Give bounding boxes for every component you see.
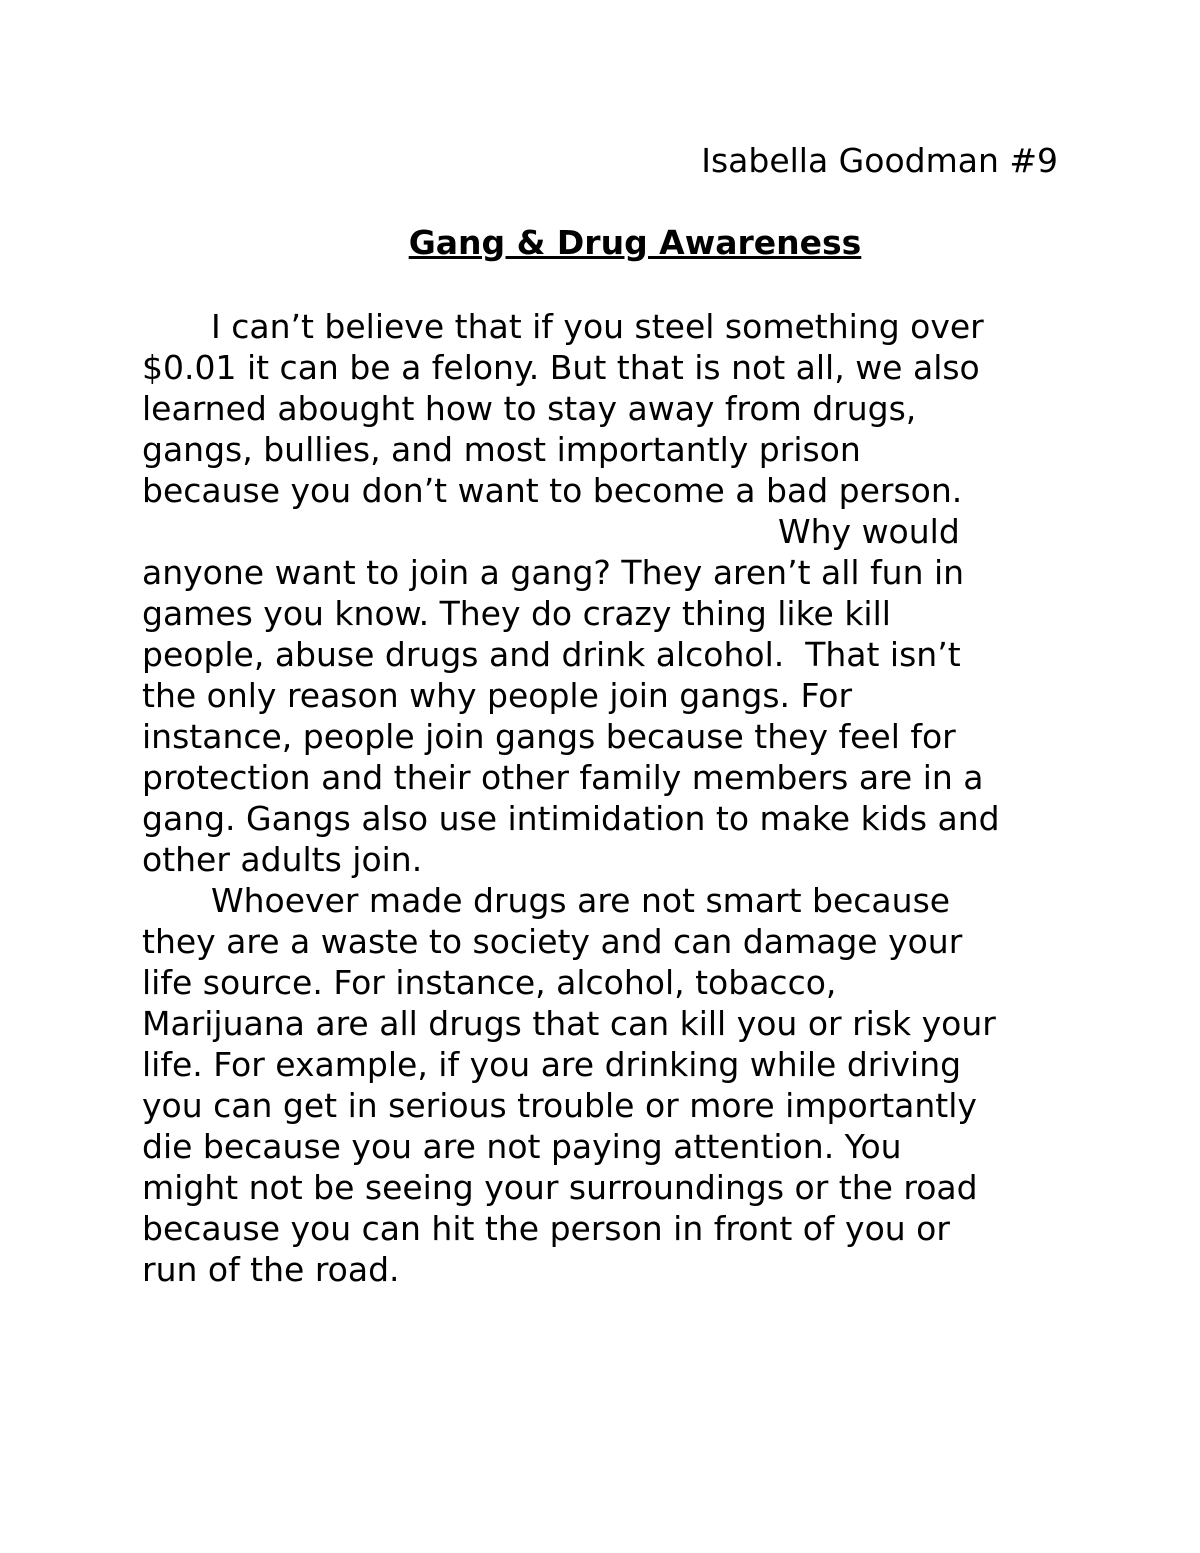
paragraph-line: might not be seeing your surroundings or the road <box>142 1168 978 1207</box>
paragraph-line: gangs, bullies, and most importantly prison <box>142 430 861 469</box>
paragraph-line: run of the road. <box>142 1250 400 1289</box>
paragraph-line: instance, people join gangs because they feel for <box>142 717 956 756</box>
paragraph-line: die because you are not paying attention. You <box>142 1127 902 1166</box>
paragraph-line: learned abought how to stay away from drugs, <box>142 389 917 428</box>
document-title: Gang & Drug Awareness <box>408 223 862 262</box>
paragraph-line: Marijuana are all drugs that can kill you or risk your <box>142 1004 996 1043</box>
paragraph-line: Why would <box>778 512 960 551</box>
paragraph-line: people, abuse drugs and drink alcohol. That isn’t <box>142 635 961 674</box>
paragraph-line: other adults join. <box>142 840 423 879</box>
paragraph-line: because you don’t want to become a bad person. <box>142 471 963 510</box>
paragraph-line: life source. For instance, alcohol, tobacco, <box>142 963 837 1002</box>
paragraph-line: you can get in serious trouble or more importantly <box>142 1086 977 1125</box>
paragraph-line: the only reason why people join gangs. For <box>142 676 853 715</box>
essay-body <box>142 306 1082 1290</box>
author-name: Isabella Goodman #9 <box>701 141 1058 180</box>
paragraph-line: protection and their other family members are in a <box>142 758 984 797</box>
paragraph-line: Whoever made drugs are not smart because <box>211 881 951 920</box>
paragraph-line: $0.01 it can be a felony. But that is not all, we also <box>142 348 980 387</box>
paragraph-line: games you know. They do crazy thing like kill <box>142 594 891 633</box>
paragraph-line: gang. Gangs also use intimidation to make kids and <box>142 799 1000 838</box>
paragraph-line: they are a waste to society and can damage your <box>142 922 963 961</box>
paragraph-line: life. For example, if you are drinking while driving <box>142 1045 962 1084</box>
paragraph-line: I can’t believe that if you steel something over <box>211 307 984 346</box>
paragraph-line: because you can hit the person in front of you or <box>142 1209 950 1248</box>
paragraph-line: anyone want to join a gang? They aren’t all fun in <box>142 553 965 592</box>
